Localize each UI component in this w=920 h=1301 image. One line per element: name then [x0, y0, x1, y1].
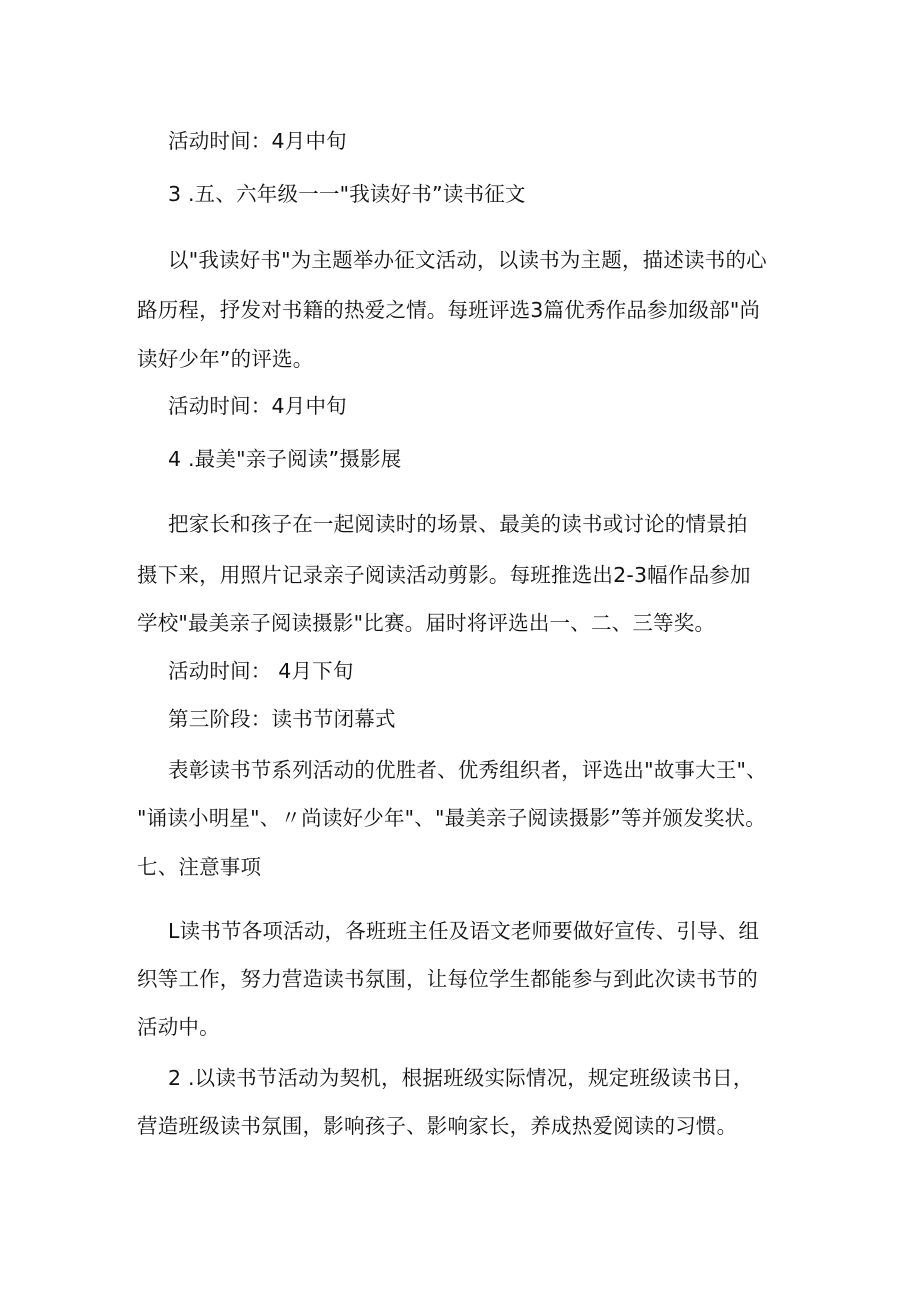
activity-time-1: 活动时间：4月中旬	[168, 129, 347, 153]
item-4-heading: 4 .最美"亲子阅读”摄影展	[168, 447, 402, 471]
activity-time-2: 活动时间：4月中旬	[168, 394, 347, 418]
item-4-body-line-3: 学校"最美亲子阅读摄影"比赛。届时将评选出一、二、三等奖。	[137, 611, 716, 635]
item-4-body-line-1: 把家长和孩子在一起阅读时的场景、最美的读书或讨论的情景拍	[168, 512, 748, 536]
item-3-body-line-3: 读好少年”的评选。	[137, 347, 314, 371]
activity-time-3: 活动时间： 4月下旬	[168, 659, 354, 683]
stage-3-body-line-2: "诵读小明星"、〃尚读好少年"、"最美亲子阅读摄影”等并颁发奖状。	[137, 806, 766, 830]
item-4-body-line-2: 摄下来，用照片记录亲子阅读活动剪影。每班推选出2-3幅作品参加	[137, 563, 751, 587]
note-2-line-1: 2 .以读书节活动为契机，根据班级实际情况，规定班级读书日，	[168, 1066, 754, 1090]
item-3-heading: 3 .五、六年级一一"我读好书”读书征文	[168, 182, 526, 206]
note-1-line-2: 织等工作，努力营造读书氛围，让每位学生都能参与到此次读书节的	[137, 967, 758, 991]
item-3-body-line-2: 路历程，抒发对书籍的热爱之情。每班评选3篇优秀作品参加级部"尚	[137, 298, 761, 322]
stage-3-body-line-1: 表彰读书节系列活动的优胜者、优秀组织者，评选出"故事大王"、	[168, 758, 767, 782]
note-1-line-1: L读书节各项活动，各班班主任及语文老师要做好宣传、引导、组	[168, 919, 760, 943]
stage-3-heading: 第三阶段：读书节闭幕式	[168, 707, 396, 731]
note-2-line-2: 营造班级读书氛围，影响孩子、影响家长，养成热爱阅读的习惯。	[137, 1114, 738, 1138]
note-1-line-3: 活动中。	[137, 1015, 220, 1039]
section-7-heading: 七、注意事项	[137, 855, 262, 879]
item-3-body-line-1: 以"我读好书"为主题举办征文活动，以读书为主题，描述读书的心	[168, 248, 767, 272]
